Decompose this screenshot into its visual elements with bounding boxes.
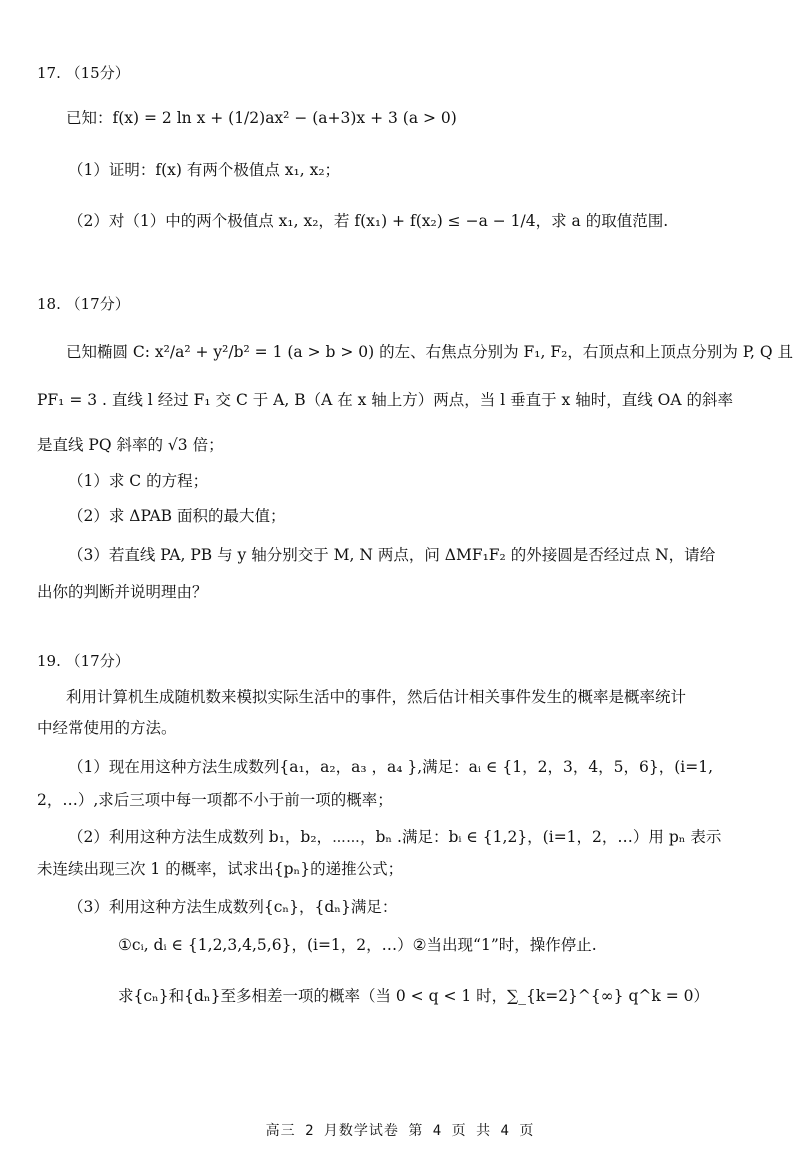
q17-part1: （1）证明：f(x) 有两个极值点 x₁, x₂； [68, 161, 341, 179]
q18-line2: PF₁ = 3 . 直线 l 经过 F₁ 交 C 于 A, B（A 在 x 轴上方）两点，当 l 垂直于 x 轴时，直线 OA 的斜率 [37, 391, 733, 409]
q18-line3: 是直线 PQ 斜率的 √3 倍； [37, 436, 224, 454]
q19-part3-line1: （3）利用这种方法生成数列{cₙ}，{dₙ}满足： [68, 898, 398, 916]
q18-part3-line2: 出你的判断并说明理由？ [37, 583, 208, 601]
q18-line1: 已知椭圆 C: x²/a² + y²/b² = 1 (a > b > 0) 的左、右焦点分别为 F₁, F₂，右顶点和上顶点分别为 P, Q 且 [66, 343, 794, 361]
q18-part2: （2）求 ΔPAB 面积的最大值； [68, 507, 286, 525]
q19-part2-line2: 未连续出现三次 1 的概率，试求出{pₙ}的递推公式； [37, 860, 404, 878]
q19-part3-line2: ①cᵢ, dᵢ ∈ {1,2,3,4,5,6}，(i=1，2，…）②当出现“1”时，操作停止. [118, 936, 597, 954]
q17-title: 17. （15分） [37, 64, 130, 82]
q19-title: 19. （17分） [37, 652, 130, 670]
q19-intro1: 利用计算机生成随机数来模拟实际生活中的事件，然后估计相关事件发生的概率是概率统计 [66, 688, 687, 706]
page-footer: 高三 2 月数学试卷 第 4 页 共 4 页 [265, 1123, 535, 1139]
q18-part1: （1）求 C 的方程； [68, 472, 209, 490]
q19-part1-line2: 2，…）,求后三项中每一项都不小于前一项的概率； [37, 791, 393, 809]
q19-intro2: 中经常使用的方法。 [37, 719, 177, 737]
q18-part3-line1: （3）若直线 PA, PB 与 y 轴分别交于 M, N 两点，问 ΔMF₁F₂ 的外接圆是否经过点 N，请给 [68, 546, 716, 564]
q18-title: 18. （17分） [37, 295, 130, 313]
q19-part2-line1: （2）利用这种方法生成数列 b₁，b₂，⋯⋯，bₙ .满足：bᵢ ∈ {1,2}，(i=1，2，…）用 pₙ 表示 [68, 828, 722, 846]
q19-part1-line1: （1）现在用这种方法生成数列{a₁，a₂，a₃ ，a₄ },满足：aᵢ ∈ {1，2，3，4，5，6}，(i=1, [68, 758, 714, 776]
q17-part2: （2）对（1）中的两个极值点 x₁, x₂，若 f(x₁) + f(x₂) ≤ −a − 1/4，求 a 的取值范围. [68, 212, 669, 230]
q17-given: 已知：f(x) = 2 ln x + (1/2)ax² − (a+3)x + 3 (a > 0) [66, 109, 457, 127]
q19-part3-line3: 求{cₙ}和{dₙ}至多相差一项的概率（当 0 < q < 1 时，∑_{k=2}^{∞} q^k = 0） [118, 987, 709, 1005]
